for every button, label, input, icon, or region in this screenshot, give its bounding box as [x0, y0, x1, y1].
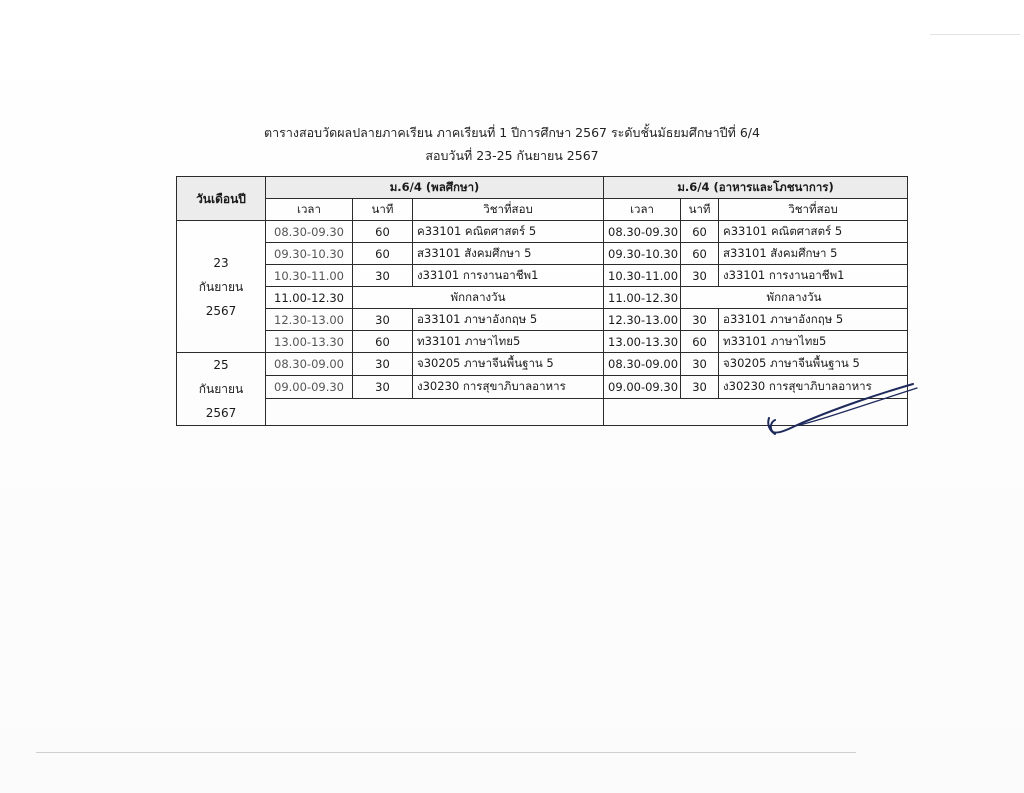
b-time: 08.30-09.30 — [604, 221, 681, 243]
a-time: 09.00-09.30 — [266, 375, 353, 398]
b-time: 12.30-13.00 — [604, 309, 681, 331]
b-subject: ง33101 การงานอาชีพ1 — [719, 265, 908, 287]
date-month: กันยายน — [198, 279, 244, 294]
date-year: 2567 — [205, 406, 237, 420]
b-break-label: พักกลางวัน — [681, 287, 908, 309]
a-minutes: 60 — [353, 221, 413, 243]
group-a-minutes-header: นาที — [353, 199, 413, 221]
table-row — [177, 221, 908, 243]
empty-cell-a — [266, 398, 604, 425]
table-row — [177, 353, 908, 376]
b-subject: ง30230 การสุขาภิบาลอาหาร — [719, 375, 908, 398]
a-time: 13.00-13.30 — [266, 331, 353, 353]
group-b-time-header: เวลา — [604, 199, 681, 221]
schedule-subtitle: สอบวันที่ 23-25 กันยายน 2567 — [425, 148, 599, 163]
b-subject: อ33101 ภาษาอังกฤษ 5 — [719, 309, 908, 331]
a-time: 08.30-09.00 — [266, 353, 353, 376]
table-row — [177, 243, 908, 265]
date-cell-day2 — [177, 353, 266, 426]
b-minutes: 30 — [681, 309, 719, 331]
a-subject: จ30205 ภาษาจีนพื้นฐาน 5 — [413, 353, 604, 376]
b-break-time: 11.00-12.30 — [604, 287, 681, 309]
date-day: 25 — [213, 358, 229, 372]
a-time: 12.30-13.00 — [266, 309, 353, 331]
a-time: 10.30-11.00 — [266, 265, 353, 287]
a-subject: ง33101 การงานอาชีพ1 — [413, 265, 604, 287]
b-minutes: 30 — [681, 353, 719, 376]
b-subject: จ30205 ภาษาจีนพื้นฐาน 5 — [719, 353, 908, 376]
a-minutes: 60 — [353, 331, 413, 353]
a-minutes: 30 — [353, 265, 413, 287]
lunch-break-row — [177, 287, 908, 309]
a-break-time: 11.00-12.30 — [266, 287, 353, 309]
group-a-time-header: เวลา — [266, 199, 353, 221]
b-minutes: 60 — [681, 243, 719, 265]
a-minutes: 60 — [353, 243, 413, 265]
a-minutes: 30 — [353, 353, 413, 376]
group-b-header: ม.6/4 (อาหารและโภชนาการ) — [604, 177, 908, 199]
a-subject: อ33101 ภาษาอังกฤษ 5 — [413, 309, 604, 331]
b-time: 13.00-13.30 — [604, 331, 681, 353]
group-b-subject-header: วิชาที่สอบ — [719, 199, 908, 221]
b-subject: ท33101 ภาษาไทย5 — [719, 331, 908, 353]
b-minutes: 60 — [681, 331, 719, 353]
b-time: 08.30-09.00 — [604, 353, 681, 376]
group-a-subject-header: วิชาที่สอบ — [413, 199, 604, 221]
date-column-header: วันเดือนปี — [177, 177, 266, 221]
b-time: 09.30-10.30 — [604, 243, 681, 265]
b-minutes: 30 — [681, 265, 719, 287]
b-time: 09.00-09.30 — [604, 375, 681, 398]
scan-bottom-line — [36, 752, 856, 753]
a-subject: ท33101 ภาษาไทย5 — [413, 331, 604, 353]
a-subject: ค33101 คณิตศาสตร์ 5 — [413, 221, 604, 243]
a-time: 09.30-10.30 — [266, 243, 353, 265]
a-minutes: 30 — [353, 375, 413, 398]
b-minutes: 30 — [681, 375, 719, 398]
a-break-label: พักกลางวัน — [353, 287, 604, 309]
signature-mark — [755, 378, 925, 438]
table-row — [177, 265, 908, 287]
b-subject: ส33101 สังคมศึกษา 5 — [719, 243, 908, 265]
date-cell-day1 — [177, 221, 266, 353]
b-minutes: 60 — [681, 221, 719, 243]
group-b-minutes-header: นาที — [681, 199, 719, 221]
scan-edge-line — [930, 34, 1020, 35]
b-time: 10.30-11.00 — [604, 265, 681, 287]
date-day: 23 — [213, 255, 229, 270]
b-subject: ค33101 คณิตศาสตร์ 5 — [719, 221, 908, 243]
table-row — [177, 331, 908, 353]
a-subject: ง30230 การสุขาภิบาลอาหาร — [413, 375, 604, 398]
group-a-header: ม.6/4 (พลศึกษา) — [266, 177, 604, 199]
date-year: 2567 — [205, 303, 237, 318]
schedule-title: ตารางสอบวัดผลปลายภาคเรียน ภาคเรียนที่ 1 ปีการศึกษา 2567 ระดับชั้นมัธยมศึกษาปีที่ 6/4 — [264, 125, 760, 140]
table-row — [177, 309, 908, 331]
date-month: กันยายน — [198, 382, 244, 396]
a-minutes: 30 — [353, 309, 413, 331]
a-subject: ส33101 สังคมศึกษา 5 — [413, 243, 604, 265]
a-time: 08.30-09.30 — [266, 221, 353, 243]
